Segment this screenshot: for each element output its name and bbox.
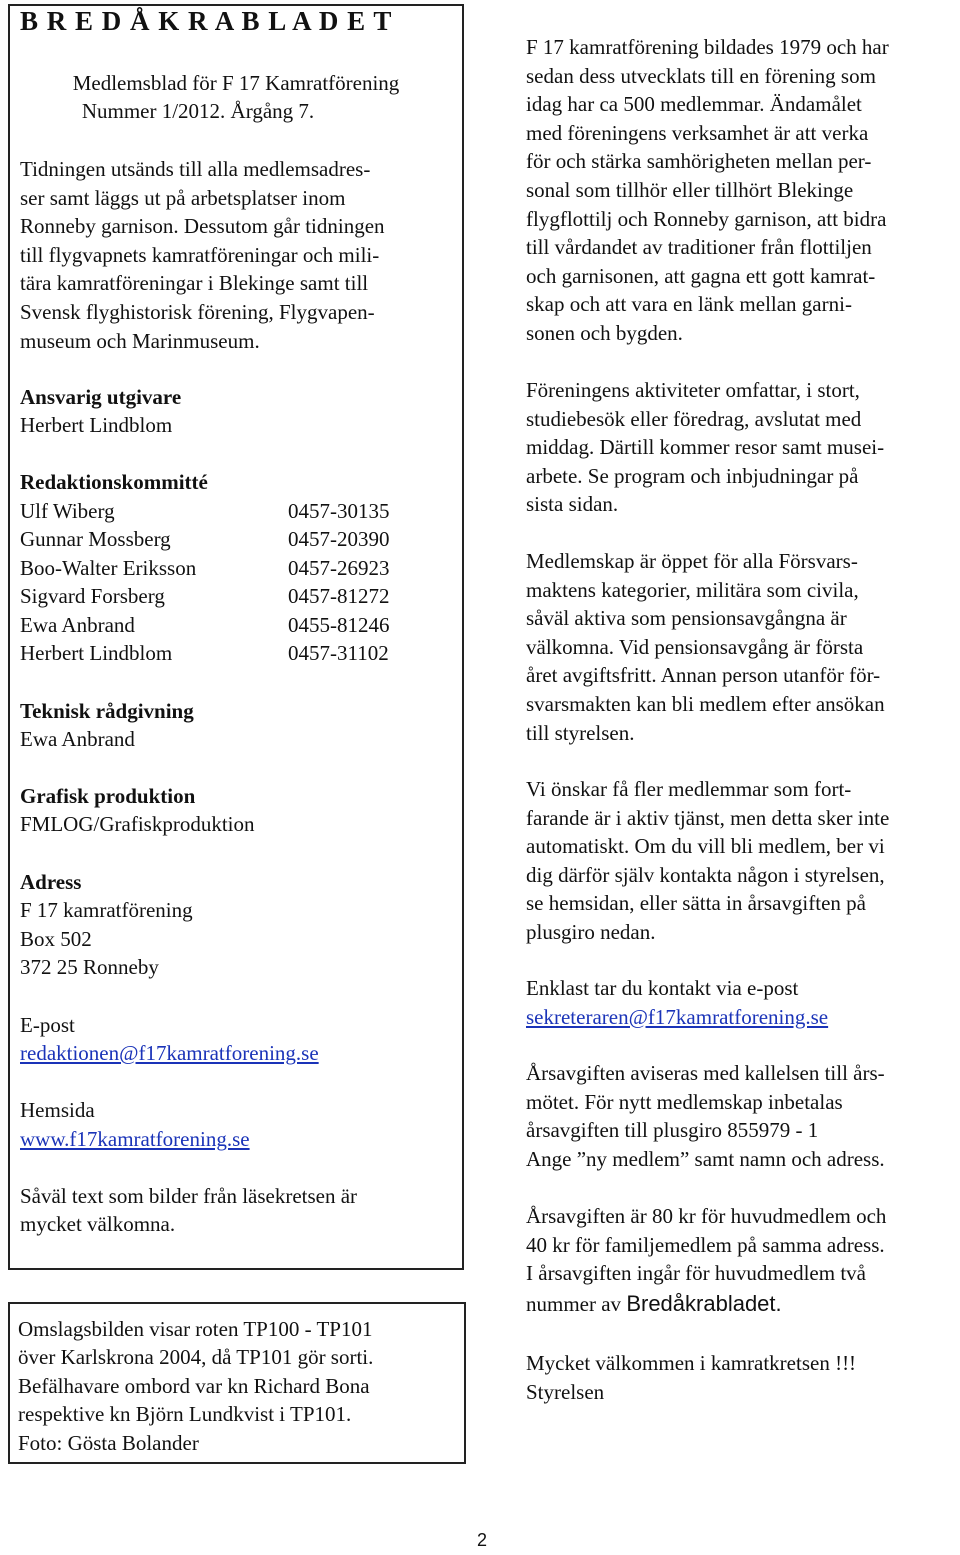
distribution-line: Tidningen utsänds till alla medlemsadres- bbox=[20, 157, 371, 181]
address-line: Box 502 bbox=[20, 927, 92, 951]
text-line: Ange ”ny medlem” samt namn och adress. bbox=[526, 1146, 885, 1171]
text-line: Årsavgiften är 80 kr för huvudmedlem och bbox=[526, 1204, 887, 1228]
closing-line: mycket välkomna. bbox=[20, 1212, 176, 1236]
text-line: året avgiftsfritt. Annan person utanför för- bbox=[526, 663, 881, 688]
masthead-subtitle-2: Nummer 1/2012. Årgång 7. bbox=[81, 99, 315, 123]
closing-line: Såväl text som bilder från läsekretsen är bbox=[20, 1184, 358, 1208]
cover-caption-line: Omslagsbilden visar roten TP100 - TP101 bbox=[18, 1317, 373, 1341]
text-line: Föreningens aktiviteter omfattar, i stort, bbox=[526, 378, 860, 402]
secretary-email-link[interactable]: sekreteraren@f17kamratforening.se bbox=[526, 1004, 829, 1029]
text-line: till styrelsen. bbox=[526, 720, 635, 745]
committee-phone: 0455-81246 bbox=[288, 613, 390, 637]
committee-row bbox=[20, 639, 420, 668]
text-line: svarsmakten kan bli medlem efter ansökan bbox=[526, 691, 885, 716]
text-line: Medlemskap är öppet för alla Försvars- bbox=[526, 549, 858, 573]
committee-row bbox=[20, 525, 420, 554]
text-line: automatiskt. Om du vill bli medlem, ber vi bbox=[526, 834, 885, 859]
paragraph-contact bbox=[526, 974, 956, 1031]
text-line: sonal som tillhör eller tillhört Blekinge bbox=[526, 177, 854, 202]
text-line: se hemsidan, eller sätta in årsavgiften på bbox=[526, 891, 866, 916]
website-link[interactable]: www.f17kamratforening.se bbox=[20, 1127, 250, 1151]
cover-caption-line: Befälhavare ombord var kn Richard Bona bbox=[18, 1374, 370, 1398]
text-line: för och stärka samhörigheten mellan per- bbox=[526, 149, 872, 174]
committee-row bbox=[20, 497, 420, 526]
committee-name: Sigvard Forsberg bbox=[20, 584, 165, 608]
website-label: Hemsida bbox=[20, 1098, 95, 1122]
text-line bbox=[526, 1290, 956, 1319]
text-line: studiebesök eller föredrag, avslutat med bbox=[526, 406, 862, 431]
text-line: farande är i aktiv tjänst, men detta sker inte bbox=[526, 805, 890, 830]
paragraph-recruit bbox=[526, 775, 956, 947]
text-line: såväl aktiva som pensionsavgångna är bbox=[526, 606, 847, 631]
text-line: plusgiro nedan. bbox=[526, 919, 656, 944]
text-line: dig därför själv kontakta någon i styrelsen, bbox=[526, 862, 885, 887]
committee-row bbox=[20, 582, 420, 611]
cover-caption-line: Foto: Gösta Bolander bbox=[18, 1431, 199, 1455]
distribution-paragraph bbox=[20, 155, 452, 355]
text-line: flygflottilj och Ronneby garnison, att bidra bbox=[526, 206, 887, 231]
paragraph-welcome bbox=[526, 1349, 956, 1406]
distribution-line: ser samt läggs ut på arbetsplatser inom bbox=[20, 185, 346, 210]
distribution-line: museum och Marinmuseum. bbox=[20, 328, 260, 353]
graphic-heading: Grafisk produktion bbox=[20, 784, 196, 808]
committee-phone: 0457-31102 bbox=[288, 641, 389, 665]
text-line: till vårdandet av traditioner från flottiljen bbox=[526, 235, 872, 260]
committee-phone: 0457-30135 bbox=[288, 499, 390, 523]
text-line: middag. Därtill kommer resor samt musei- bbox=[526, 435, 885, 460]
text-line: årsavgiften till plusgiro 855979 - 1 bbox=[526, 1118, 819, 1143]
text-line: sonen och bygden. bbox=[526, 320, 683, 345]
text-line: Enklast tar du kontakt via e-post bbox=[526, 976, 799, 1000]
committee-phone: 0457-81272 bbox=[288, 584, 390, 608]
email-label: E-post bbox=[20, 1013, 75, 1037]
text-line: mötet. För nytt medlemskap inbetalas bbox=[526, 1089, 843, 1114]
text-line: Vi önskar få fler medlemmar som fort- bbox=[526, 777, 852, 801]
page-number: 2 bbox=[477, 1530, 488, 1550]
text-line: sedan dess utvecklats till en förening som bbox=[526, 63, 876, 88]
distribution-line: till flygvapnets kamratföreningar och mili- bbox=[20, 242, 380, 267]
text-line: 40 kr för familjemedlem på samma adress. bbox=[526, 1232, 885, 1257]
cover-caption-line: över Karlskrona 2004, då TP101 gör sorti. bbox=[18, 1345, 374, 1369]
text-line: och garnisonen, att gagna ett gott kamrat- bbox=[526, 263, 876, 288]
committee-phone: 0457-20390 bbox=[288, 527, 390, 551]
text-line: maktens kategorier, militära som civila, bbox=[526, 577, 859, 602]
paragraph-fee bbox=[526, 1059, 956, 1173]
committee-heading: Redaktionskommitté bbox=[20, 470, 208, 494]
address-line: 372 25 Ronneby bbox=[20, 955, 159, 979]
text-line: F 17 kamratförening bildades 1979 och har bbox=[526, 35, 889, 59]
signature: Styrelsen bbox=[526, 1379, 605, 1404]
text-line: skap och att vara en länk mellan garni- bbox=[526, 292, 852, 317]
paragraph-membership bbox=[526, 547, 956, 747]
email-link[interactable]: redaktionen@f17kamratforening.se bbox=[20, 1041, 319, 1065]
paragraph-fee-amount bbox=[526, 1202, 956, 1318]
text-line: sista sidan. bbox=[526, 492, 619, 517]
newsletter-name: Bredåkrabladet. bbox=[626, 1290, 782, 1316]
committee-name: Ewa Anbrand bbox=[20, 613, 135, 637]
distribution-line: Ronneby garnison. Dessutom går tidningen bbox=[20, 214, 385, 239]
text-fragment: nummer av bbox=[526, 1291, 627, 1316]
text-line: Mycket välkommen i kamratkretsen !!! bbox=[526, 1351, 857, 1375]
distribution-line: tära kamratföreningar i Blekinge samt till bbox=[20, 271, 369, 296]
paragraph-activities bbox=[526, 376, 956, 519]
masthead-subtitle-1: Medlemsblad för F 17 Kamratförening bbox=[72, 71, 400, 95]
publisher-heading: Ansvarig utgivare bbox=[20, 385, 182, 409]
committee-name: Gunnar Mossberg bbox=[20, 527, 171, 551]
tech-heading: Teknisk rådgivning bbox=[20, 699, 194, 723]
committee-name: Ulf Wiberg bbox=[20, 499, 115, 523]
masthead-title: B R E D Å K R A B L A D E T bbox=[20, 6, 393, 36]
text-line: idag har ca 500 medlemmar. Ändamålet bbox=[526, 92, 862, 117]
committee-row bbox=[20, 554, 420, 583]
text-line: Årsavgiften aviseras med kallelsen till års- bbox=[526, 1061, 885, 1085]
text-line: arbete. Se program och inbjudningar på bbox=[526, 463, 859, 488]
distribution-line: Svensk flyghistorisk förening, Flygvapen- bbox=[20, 299, 375, 324]
text-line: välkomna. Vid pensionsavgång är första bbox=[526, 634, 864, 659]
committee-name: Boo-Walter Eriksson bbox=[20, 556, 197, 580]
graphic-name: FMLOG/Grafiskproduktion bbox=[20, 812, 255, 836]
publisher-name: Herbert Lindblom bbox=[20, 413, 173, 437]
committee-row bbox=[20, 611, 420, 640]
committee-phone: 0457-26923 bbox=[288, 556, 390, 580]
paragraph-about bbox=[526, 33, 956, 348]
text-line: med föreningens verksamhet är att verka bbox=[526, 120, 869, 145]
tech-name: Ewa Anbrand bbox=[20, 727, 135, 751]
text-line: I årsavgiften ingår för huvudmedlem två bbox=[526, 1261, 866, 1286]
committee-name: Herbert Lindblom bbox=[20, 641, 173, 665]
address-heading: Adress bbox=[20, 870, 82, 894]
address-line: F 17 kamratförening bbox=[20, 898, 193, 922]
cover-caption-line: respektive kn Björn Lundkvist i TP101. bbox=[18, 1402, 352, 1426]
